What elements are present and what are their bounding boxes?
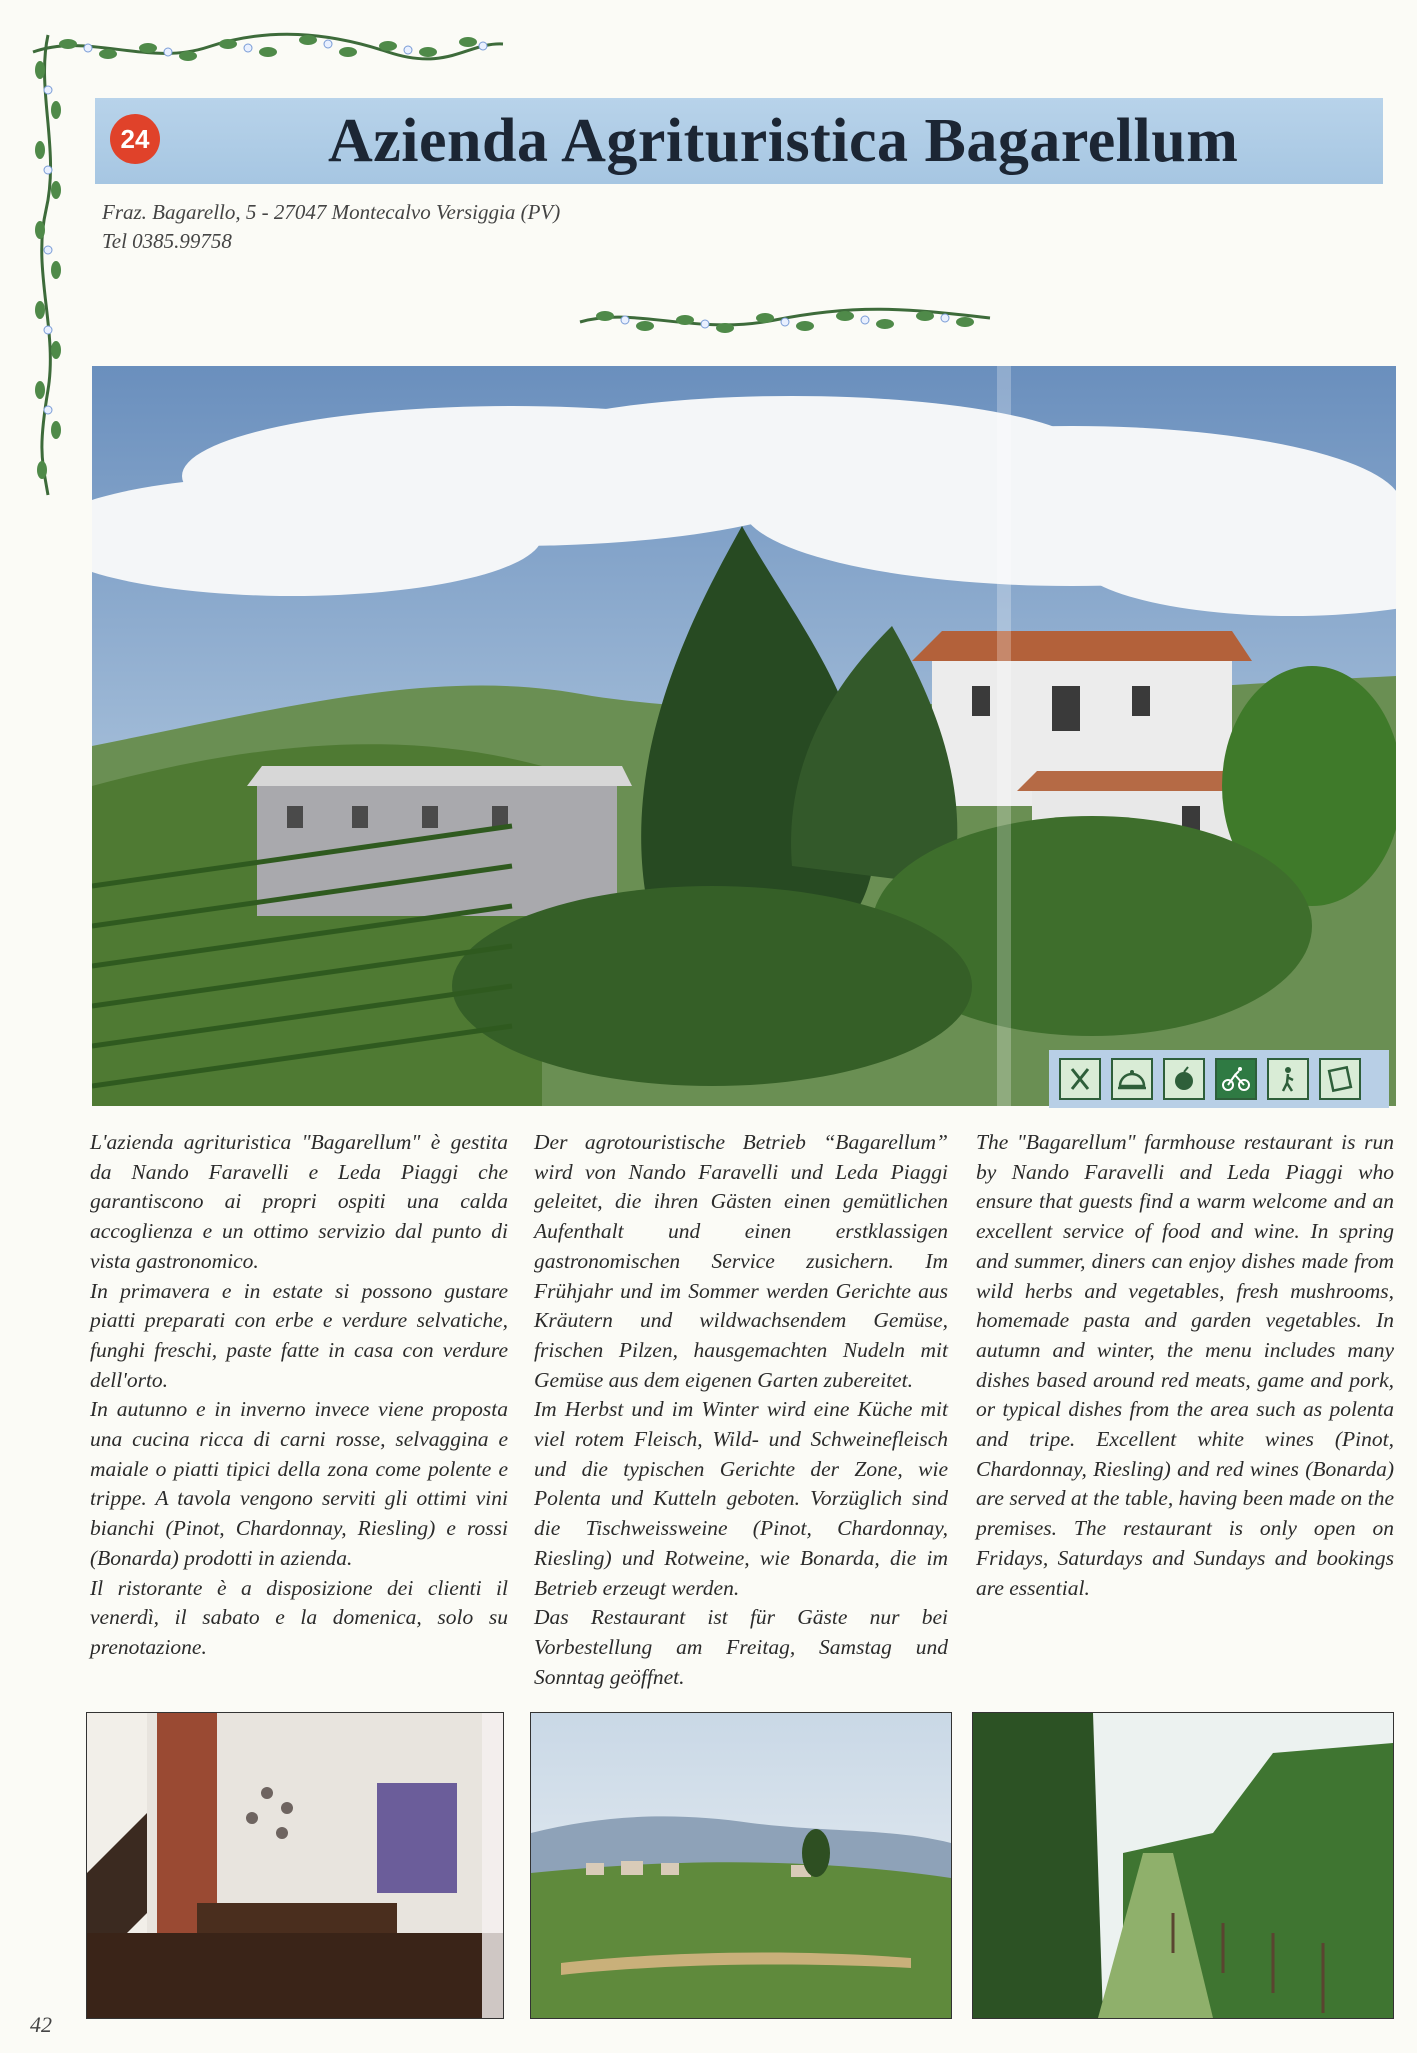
contact-block — [102, 198, 560, 256]
paragraph: L'azienda agrituristica "Bagarellum" è gestita da Nando Faravelli e Leda Piaggi che garantiscono ai propri ospiti una calda accoglienza e un ottimo servizio dal punto di vista gastronomico. — [90, 1130, 508, 1273]
page-title: Azienda Agrituristica Bagarellum — [328, 107, 1239, 175]
phone: Tel 0385.99758 — [102, 229, 232, 253]
english-text-column — [976, 1128, 1394, 1603]
cyclist-icon — [1215, 1058, 1257, 1100]
village-landscape-photo — [530, 1712, 952, 2019]
address: Fraz. Bagarello, 5 - 27047 Montecalvo Versiggia (PV) — [102, 200, 561, 224]
paragraph: Im Herbst und im Winter wird eine Küche mit viel rotem Fleisch, Wild- und Schweinefleisch und die typischen Gerichte der Zone, wie Polenta und Kutteln geboten. Vorzüglich sind die Tischweissweine (Pinot, Chardonnay, Riesling) und Rotweine, wie Bonarda, die im Betrieb erzeugt werden. — [534, 1397, 948, 1600]
dining-room-photo — [86, 1712, 504, 2019]
cloche-icon — [1111, 1058, 1153, 1100]
vineyard-rows-photo — [972, 1712, 1394, 2019]
vine-border-left — [28, 30, 68, 500]
book-icon — [1319, 1058, 1361, 1100]
italian-text-column — [90, 1128, 508, 1663]
paragraph: The "Bagarellum" farmhouse restaurant is run by Nando Faravelli and Leda Piaggi who ensure that guests find a warm welcome and an excellent service of food and wine. In spring and summer, diners can enjoy dishes made from wild herbs and vegetables, fresh mushrooms, homemade pasta and garden vegetables. In autumn and winter, the menu includes many dishes based around red meats, game and pork, or typical dishes from the area such as polenta and tripe. Excellent white wines (Pinot, Chardonnay, Riesling) and red wines (Bonarda) are served at the table, having been made on the premises. The restaurant is only open on Fridays, Saturdays and Sundays and bookings are essential. — [976, 1130, 1394, 1600]
page-number: 42 — [30, 2012, 52, 2037]
vine-border-top — [28, 22, 508, 72]
hiker-icon — [1267, 1058, 1309, 1100]
entry-number-badge: 24 — [110, 114, 160, 164]
farmhouse-photo — [92, 366, 1396, 1106]
paragraph: In primavera e in estate si possono gustare piatti preparati con erbe e verdure selvatiche, funghi freschi, paste fatte in casa con verdure dell'orto. — [90, 1278, 508, 1392]
paragraph: In autunno e in inverno invece viene proposta una cucina ricca di carni rosse, selvaggina e maiale o piatti tipici della zona come polente e trippe. A tavola vengono serviti gli ottimi vini bianchi (Pinot, Chardonnay, Riesling) e rossi (Bonarda) prodotti in azienda. — [90, 1397, 508, 1570]
paragraph: Das Restaurant ist für Gäste nur bei Vorbestellung am Freitag, Samstag und Sonntag geöffnet. — [534, 1605, 948, 1689]
fruit-icon — [1163, 1058, 1205, 1100]
fork-knife-icon — [1059, 1058, 1101, 1100]
german-text-column — [534, 1128, 948, 1692]
paragraph: Der agrotouristische Betrieb “Bagarellum” wird von Nando Faravelli und Leda Piaggi geleitet, die ihren Gästen einen gemütlichen Aufenthalt und einen erstklassigen gastronomischen Service zusichern. Im Frühjahr und im Sommer werden Gerichte aus Kräutern und wildwachsendem Gemüse, frischen Pilzen, hausgemachten Nudeln mit Gemüse aus dem eigenen Garten zubereitet. — [534, 1130, 948, 1392]
paragraph: Il ristorante è a disposizione dei clienti il venerdì, il sabato e la domenica, solo su prenotazione. — [90, 1575, 508, 1659]
service-icons — [1049, 1050, 1389, 1108]
vine-divider — [575, 298, 995, 342]
